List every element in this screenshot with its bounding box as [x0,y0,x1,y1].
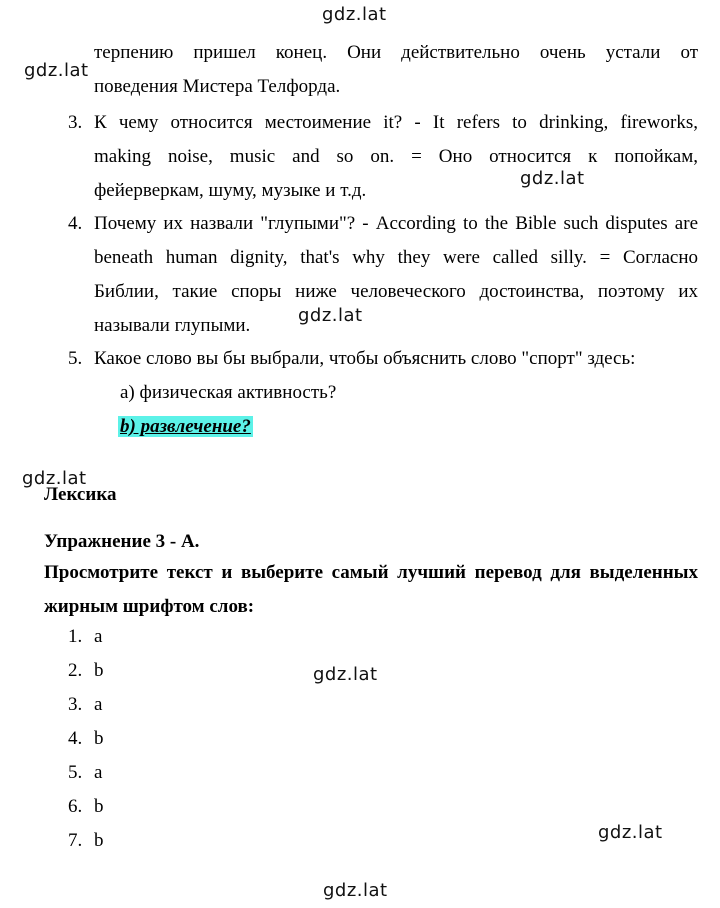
option-a: a) физическая активность? [120,382,337,403]
instruction-line: Просмотрите текст и выберите самый лучший перевод для выделенных [44,562,698,583]
answer-value: a [94,694,103,715]
answer-number: 6. [68,796,83,817]
question-line: beneath human dignity, that's why they were called silly. = Согласно [94,247,698,268]
question-line: Какое слово вы бы выбрали, чтобы объяснить слово "спорт" здесь: [94,348,636,369]
question-number: 5. [68,348,83,369]
watermark: gdz.lat [322,4,387,25]
answer-value: b [94,830,104,851]
question-line: Почему их назвали "глупыми"? - According to the Bible such disputes are [94,213,698,234]
watermark: gdz.lat [323,880,388,901]
instruction-line: жирным шрифтом слов: [44,596,255,617]
answer-value: b [94,728,104,749]
answer-number: 4. [68,728,83,749]
question-line: называли глупыми. [94,315,251,336]
answer-number: 1. [68,626,83,647]
answer-number: 3. [68,694,83,715]
answer-value: a [94,626,103,647]
option-b-highlighted [118,410,253,444]
watermark: gdz.lat [313,664,378,685]
watermark: gdz.lat [24,60,89,81]
watermark: gdz.lat [520,168,585,189]
paragraph-line: поведения Мистера Телфорда. [94,76,341,97]
section-title: Лексика [44,484,117,505]
highlighted-answer: b) развлечение? [120,416,251,437]
question-number: 4. [68,213,83,234]
answer-number: 5. [68,762,83,783]
question-line: фейерверкам, шуму, музыке и т.д. [94,180,367,201]
question-line: Библии, такие споры ниже человеческого достоинства, поэтому их [94,281,698,302]
answer-number: 2. [68,660,83,681]
question-line: making noise, music and so on. = Оно относится к попойкам, [94,146,698,167]
question-number: 3. [68,112,83,133]
answer-value: b [94,660,104,681]
watermark: gdz.lat [22,468,87,489]
question-line: К чему относится местоимение it? - It refers to drinking, fireworks, [94,112,698,133]
answer-value: a [94,762,103,783]
answer-number: 7. [68,830,83,851]
answer-value: b [94,796,104,817]
watermark: gdz.lat [598,822,663,843]
watermark: gdz.lat [298,305,363,326]
exercise-title: Упражнение 3 - А. [44,531,200,552]
paragraph-line: терпению пришел конец. Они действительно очень устали от [94,42,698,63]
